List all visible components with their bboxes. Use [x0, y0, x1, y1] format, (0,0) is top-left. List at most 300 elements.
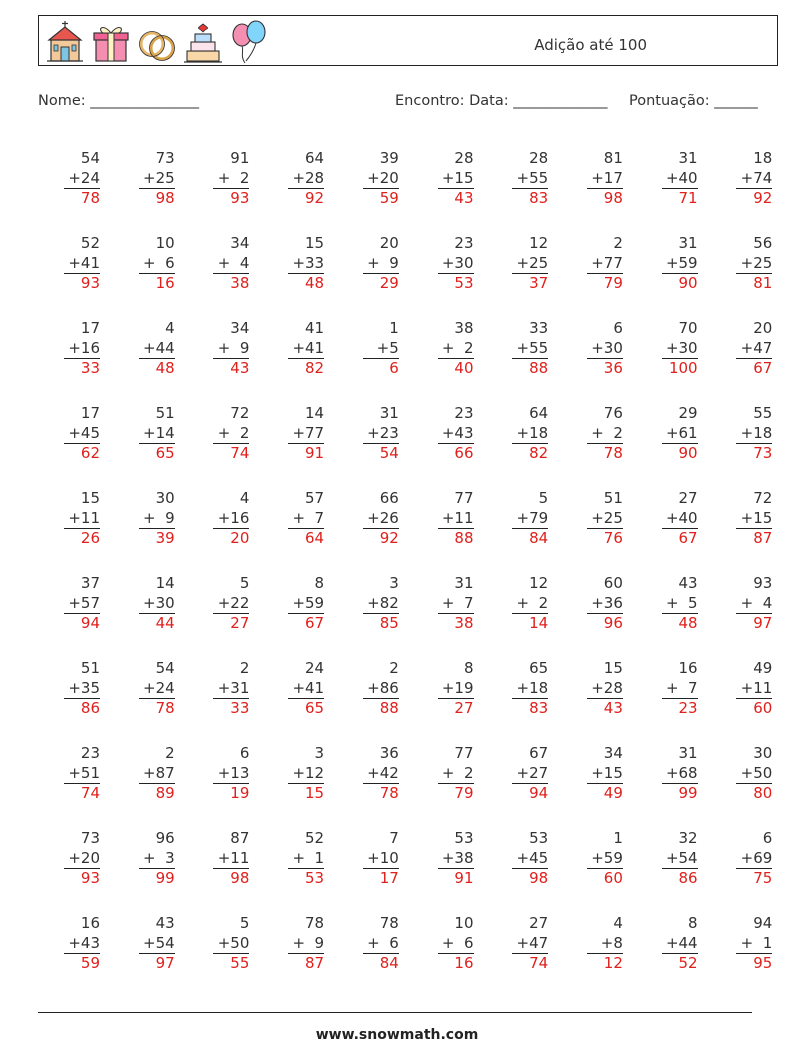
answer: 100 — [668, 359, 698, 377]
first-addend: 18 — [753, 149, 773, 167]
first-addend: 78 — [305, 914, 325, 932]
answer: 86 — [678, 869, 698, 887]
addition-problem — [646, 829, 698, 889]
addition-problem — [422, 489, 474, 549]
first-addend: 91 — [230, 149, 250, 167]
answer: 36 — [603, 359, 623, 377]
answer: 78 — [155, 699, 175, 717]
answer: 27 — [454, 699, 474, 717]
answer: 78 — [379, 784, 399, 802]
second-addend: +11 — [217, 848, 250, 867]
first-addend: 70 — [678, 319, 698, 337]
addition-problem — [197, 574, 249, 634]
first-addend: 43 — [678, 574, 698, 592]
second-addend: +43 — [441, 423, 474, 442]
second-addend: +5 — [376, 338, 399, 357]
first-addend: 12 — [529, 574, 549, 592]
first-addend: 31 — [678, 234, 698, 252]
addition-problem — [197, 914, 249, 974]
answer: 78 — [603, 444, 623, 462]
second-addend: +11 — [740, 678, 773, 697]
first-addend: 27 — [678, 489, 698, 507]
first-addend: 67 — [529, 744, 549, 762]
answer: 64 — [305, 529, 325, 547]
second-addend: +26 — [367, 508, 399, 527]
first-addend: 31 — [379, 404, 399, 422]
addition-problem — [123, 149, 175, 209]
addition-problem — [571, 489, 623, 549]
first-addend: 72 — [230, 404, 250, 422]
second-addend: +31 — [217, 678, 250, 697]
second-addend: +30 — [441, 253, 474, 272]
second-addend: +77 — [591, 253, 623, 272]
first-addend: 87 — [230, 829, 250, 847]
first-addend: 15 — [603, 659, 623, 677]
answer: 81 — [753, 274, 773, 292]
second-addend: +11 — [441, 508, 474, 527]
answer: 43 — [230, 359, 250, 377]
addition-problem — [571, 659, 623, 719]
addition-problem — [720, 234, 772, 294]
answer: 93 — [80, 274, 100, 292]
addition-problem — [123, 659, 175, 719]
first-addend: 7 — [389, 829, 399, 847]
answer: 49 — [603, 784, 623, 802]
first-addend: 53 — [454, 829, 474, 847]
first-addend: 8 — [688, 914, 698, 932]
first-addend: 54 — [80, 149, 100, 167]
addition-problem — [571, 744, 623, 804]
first-addend: 57 — [305, 489, 325, 507]
answer: 23 — [678, 699, 698, 717]
meeting-date-field[interactable]: Encontro: Data: _____________ — [395, 93, 608, 109]
second-addend: +30 — [591, 338, 623, 357]
addition-problem — [123, 319, 175, 379]
addition-problem — [48, 574, 100, 634]
second-addend: +41 — [68, 253, 100, 272]
answer: 65 — [155, 444, 175, 462]
addition-problem — [48, 829, 100, 889]
first-addend: 28 — [529, 149, 549, 167]
second-addend: +17 — [591, 168, 623, 187]
answer: 62 — [80, 444, 100, 462]
answer: 43 — [454, 189, 474, 207]
name-field[interactable]: Nome: _______________ — [38, 93, 200, 109]
second-addend: + 2 — [217, 423, 250, 442]
first-addend: 2 — [389, 659, 399, 677]
answer: 6 — [389, 359, 399, 377]
addition-problem — [347, 404, 399, 464]
second-addend: +54 — [143, 933, 175, 952]
answer: 78 — [80, 189, 100, 207]
addition-problem — [48, 234, 100, 294]
answer: 55 — [230, 954, 250, 972]
addition-problem — [272, 914, 324, 974]
addition-problem — [272, 489, 324, 549]
first-addend: 2 — [613, 234, 623, 252]
second-addend: +35 — [68, 678, 100, 697]
first-addend: 15 — [305, 234, 325, 252]
answer: 74 — [529, 954, 549, 972]
first-addend: 34 — [603, 744, 623, 762]
second-addend: +18 — [516, 678, 549, 697]
second-addend: +55 — [516, 338, 549, 357]
addition-problem — [197, 234, 249, 294]
answer: 40 — [454, 359, 474, 377]
answer: 99 — [678, 784, 698, 802]
answer: 29 — [379, 274, 399, 292]
first-addend: 66 — [379, 489, 399, 507]
first-addend: 6 — [762, 829, 773, 847]
addition-problem — [272, 829, 324, 889]
answer: 99 — [155, 869, 175, 887]
second-addend: +25 — [740, 253, 773, 272]
answer: 88 — [529, 359, 549, 377]
second-addend: + 6 — [441, 933, 474, 952]
second-addend: + 4 — [217, 253, 250, 272]
first-addend: 30 — [155, 489, 175, 507]
first-addend: 51 — [80, 659, 100, 677]
answer: 65 — [305, 699, 325, 717]
second-addend: +16 — [68, 338, 100, 357]
answer: 98 — [603, 189, 623, 207]
second-addend: +87 — [143, 763, 175, 782]
answer: 83 — [529, 699, 549, 717]
first-addend: 76 — [603, 404, 623, 422]
second-addend: +30 — [143, 593, 175, 612]
addition-problem — [720, 659, 772, 719]
first-addend: 20 — [379, 234, 399, 252]
addition-problem — [422, 914, 474, 974]
second-addend: +30 — [665, 338, 698, 357]
second-addend: + 7 — [665, 678, 698, 697]
second-addend: +33 — [292, 253, 325, 272]
second-addend: +18 — [740, 423, 773, 442]
addition-problem — [496, 744, 548, 804]
second-addend: +40 — [665, 508, 698, 527]
answer: 88 — [379, 699, 399, 717]
second-addend: +28 — [292, 168, 325, 187]
addition-problem — [48, 319, 100, 379]
addition-problem — [720, 489, 772, 549]
answer: 48 — [155, 359, 175, 377]
answer: 92 — [305, 189, 325, 207]
second-addend: +51 — [68, 763, 100, 782]
answer: 97 — [753, 614, 773, 632]
second-addend: +15 — [441, 168, 474, 187]
second-addend: +42 — [367, 763, 399, 782]
first-addend: 65 — [529, 659, 549, 677]
first-addend: 73 — [155, 149, 175, 167]
first-addend: 33 — [529, 319, 549, 337]
addition-problem — [347, 659, 399, 719]
first-addend: 17 — [80, 404, 100, 422]
second-addend: +77 — [292, 423, 325, 442]
answer: 19 — [230, 784, 250, 802]
first-addend: 16 — [80, 914, 100, 932]
first-addend: 24 — [305, 659, 325, 677]
answer: 17 — [379, 869, 399, 887]
first-addend: 77 — [454, 744, 474, 762]
addition-problem — [197, 489, 249, 549]
addition-problem — [720, 914, 772, 974]
addition-problem — [272, 574, 324, 634]
second-addend: +10 — [367, 848, 399, 867]
addition-problem — [496, 234, 548, 294]
first-addend: 52 — [80, 234, 100, 252]
second-addend: +47 — [516, 933, 549, 952]
first-addend: 30 — [753, 744, 773, 762]
first-addend: 4 — [165, 319, 175, 337]
answer: 74 — [80, 784, 100, 802]
first-addend: 17 — [80, 319, 100, 337]
second-addend: + 2 — [441, 338, 474, 357]
answer: 90 — [678, 274, 698, 292]
second-addend: +79 — [516, 508, 549, 527]
second-addend: +86 — [367, 678, 399, 697]
second-addend: + 9 — [292, 933, 325, 952]
addition-problem — [272, 149, 324, 209]
second-addend: + 1 — [292, 848, 325, 867]
addition-problem — [347, 149, 399, 209]
answer: 90 — [678, 444, 698, 462]
answer: 67 — [678, 529, 698, 547]
first-addend: 4 — [613, 914, 623, 932]
addition-problem — [347, 489, 399, 549]
second-addend: + 1 — [740, 933, 773, 952]
addition-problem — [646, 234, 698, 294]
addition-problem — [646, 914, 698, 974]
second-addend: +50 — [740, 763, 773, 782]
second-addend: +24 — [143, 678, 175, 697]
answer: 39 — [155, 529, 175, 547]
second-addend: +47 — [740, 338, 773, 357]
second-addend: +16 — [217, 508, 250, 527]
addition-problem — [496, 829, 548, 889]
answer: 83 — [529, 189, 549, 207]
second-addend: + 7 — [441, 593, 474, 612]
first-addend: 10 — [155, 234, 175, 252]
answer: 60 — [603, 869, 623, 887]
addition-problem — [123, 744, 175, 804]
first-addend: 29 — [678, 404, 698, 422]
first-addend: 27 — [529, 914, 549, 932]
addition-problem — [347, 319, 399, 379]
addition-problem — [571, 149, 623, 209]
answer: 88 — [454, 529, 474, 547]
first-addend: 81 — [603, 149, 623, 167]
addition-problem — [720, 149, 772, 209]
second-addend: +55 — [516, 168, 549, 187]
second-addend: +11 — [68, 508, 100, 527]
first-addend: 23 — [80, 744, 100, 762]
answer: 60 — [753, 699, 773, 717]
second-addend: +15 — [591, 763, 623, 782]
addition-problem — [646, 404, 698, 464]
addition-problem — [48, 914, 100, 974]
first-addend: 51 — [155, 404, 175, 422]
first-addend: 56 — [753, 234, 773, 252]
first-addend: 5 — [239, 574, 250, 592]
second-addend: +59 — [665, 253, 698, 272]
addition-problem — [422, 829, 474, 889]
second-addend: +38 — [441, 848, 474, 867]
answer: 84 — [529, 529, 549, 547]
addition-problem — [197, 829, 249, 889]
first-addend: 2 — [165, 744, 175, 762]
answer: 67 — [305, 614, 325, 632]
second-addend: +44 — [665, 933, 698, 952]
answer: 12 — [603, 954, 623, 972]
answer: 87 — [305, 954, 325, 972]
answer: 44 — [155, 614, 175, 632]
first-addend: 6 — [613, 319, 623, 337]
first-addend: 31 — [454, 574, 474, 592]
addition-problem — [422, 574, 474, 634]
first-addend: 38 — [454, 319, 474, 337]
answer: 33 — [230, 699, 250, 717]
second-addend: + 3 — [143, 848, 175, 867]
answer: 95 — [753, 954, 773, 972]
first-addend: 2 — [239, 659, 250, 677]
answer: 82 — [305, 359, 325, 377]
second-addend: + 6 — [367, 933, 399, 952]
answer: 97 — [155, 954, 175, 972]
answer: 71 — [678, 189, 698, 207]
answer: 16 — [155, 274, 175, 292]
answer: 96 — [603, 614, 623, 632]
second-addend: + 9 — [367, 253, 399, 272]
second-addend: +25 — [516, 253, 549, 272]
answer: 59 — [379, 189, 399, 207]
addition-problem — [571, 234, 623, 294]
second-addend: + 2 — [441, 763, 474, 782]
second-addend: +69 — [740, 848, 773, 867]
answer: 87 — [753, 529, 773, 547]
addition-problem — [48, 489, 100, 549]
first-addend: 39 — [379, 149, 399, 167]
first-addend: 94 — [753, 914, 773, 932]
addition-problem — [272, 659, 324, 719]
addition-problem — [496, 319, 548, 379]
answer: 89 — [155, 784, 175, 802]
answer: 26 — [80, 529, 100, 547]
second-addend: +15 — [740, 508, 773, 527]
answer: 98 — [155, 189, 175, 207]
second-addend: +59 — [292, 593, 325, 612]
first-addend: 15 — [80, 489, 100, 507]
first-addend: 60 — [603, 574, 623, 592]
addition-problem — [571, 914, 623, 974]
addition-problem — [347, 744, 399, 804]
addition-problem — [123, 829, 175, 889]
addition-problem — [272, 404, 324, 464]
second-addend: +59 — [591, 848, 623, 867]
first-addend: 43 — [155, 914, 175, 932]
answer: 53 — [454, 274, 474, 292]
answer: 93 — [230, 189, 250, 207]
answer: 79 — [454, 784, 474, 802]
second-addend: +13 — [217, 763, 250, 782]
addition-problem — [272, 744, 324, 804]
answer: 80 — [753, 784, 773, 802]
header-box — [38, 15, 778, 66]
footer-url[interactable]: www.snowmath.com — [315, 1027, 479, 1043]
answer: 48 — [305, 274, 325, 292]
answer: 98 — [230, 869, 250, 887]
second-addend: + 4 — [740, 593, 773, 612]
second-addend: +28 — [591, 678, 623, 697]
addition-problem — [571, 404, 623, 464]
addition-problem — [720, 319, 772, 379]
addition-problem — [272, 319, 324, 379]
answer: 33 — [80, 359, 100, 377]
score-field[interactable]: Pontuação: ______ — [629, 93, 758, 109]
addition-problem — [197, 744, 249, 804]
addition-problem — [571, 829, 623, 889]
second-addend: +57 — [68, 593, 100, 612]
first-addend: 32 — [678, 829, 698, 847]
first-addend: 73 — [80, 829, 100, 847]
second-addend: + 2 — [516, 593, 549, 612]
first-addend: 3 — [314, 744, 325, 762]
first-addend: 14 — [305, 404, 325, 422]
first-addend: 53 — [529, 829, 549, 847]
first-addend: 31 — [678, 744, 698, 762]
addition-problem — [646, 489, 698, 549]
worksheet-title: Adição até 100 — [534, 36, 647, 54]
addition-problem — [123, 914, 175, 974]
first-addend: 10 — [454, 914, 474, 932]
answer: 84 — [379, 954, 399, 972]
answer: 53 — [305, 869, 325, 887]
addition-problem — [720, 574, 772, 634]
first-addend: 36 — [379, 744, 399, 762]
answer: 94 — [80, 614, 100, 632]
second-addend: +41 — [292, 338, 325, 357]
answer: 52 — [678, 954, 698, 972]
addition-problem — [646, 574, 698, 634]
answer: 94 — [529, 784, 549, 802]
second-addend: +68 — [665, 763, 698, 782]
first-addend: 93 — [753, 574, 773, 592]
answer: 74 — [230, 444, 250, 462]
second-addend: +36 — [591, 593, 623, 612]
answer: 91 — [454, 869, 474, 887]
second-addend: + 2 — [591, 423, 623, 442]
answer: 20 — [230, 529, 250, 547]
addition-problem — [422, 404, 474, 464]
addition-problem — [422, 744, 474, 804]
addition-problem — [496, 914, 548, 974]
first-addend: 5 — [239, 914, 250, 932]
second-addend: +44 — [143, 338, 175, 357]
first-addend: 8 — [463, 659, 474, 677]
answer: 92 — [379, 529, 399, 547]
second-addend: +41 — [292, 678, 325, 697]
answer: 38 — [230, 274, 250, 292]
addition-problem — [496, 404, 548, 464]
second-addend: +23 — [367, 423, 399, 442]
first-addend: 31 — [678, 149, 698, 167]
answer: 86 — [80, 699, 100, 717]
second-addend: +54 — [665, 848, 698, 867]
addition-problem — [422, 319, 474, 379]
second-addend: +20 — [68, 848, 100, 867]
addition-problem — [347, 234, 399, 294]
answer: 82 — [529, 444, 549, 462]
second-addend: +14 — [143, 423, 175, 442]
